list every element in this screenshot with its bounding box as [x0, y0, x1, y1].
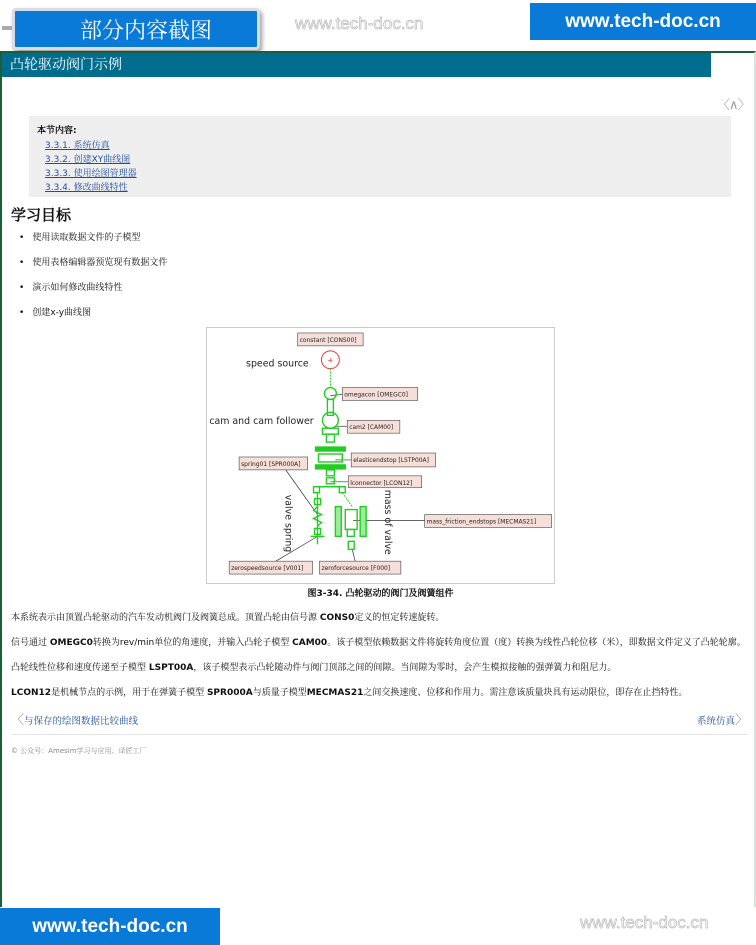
site-badge-top: www.tech-doc.cn: [530, 3, 756, 40]
code-term: CAM00: [292, 638, 328, 648]
footer: © 公众号：Amesim学习与应用、译匠工厂: [11, 747, 147, 755]
figure-caption: 图3-34. 凸轮驱动的阀门及阀簧组件: [307, 589, 454, 599]
paragraph: [11, 610, 444, 623]
page-title: 凸轮驱动阀门示例: [2, 53, 711, 77]
text: 定义的恒定转速旋转。: [354, 613, 445, 623]
prev-page-link[interactable]: [11, 709, 138, 728]
toc-link[interactable]: 3.3.1. 系统仿真: [45, 141, 110, 151]
text: 。该子模型依赖数据文件将旋转角度位置（度）转换为线性凸轮位移（米），即数据文件定义了凸轮轮廓。: [327, 638, 746, 648]
next-label: 系统仿真: [696, 716, 735, 727]
label-mass: mass_friction_endstops [MECMAS21]: [426, 518, 537, 526]
label-zerospeed: zerospeedsource [V001]: [231, 565, 304, 573]
list-item: • 使用表格编辑器预览现有数据文件: [19, 255, 167, 268]
code-term: SPR000A: [206, 688, 253, 698]
code-term: LSPT00A: [148, 663, 194, 673]
list-item: • 创建x-y曲线图: [19, 305, 91, 318]
section-contents: [29, 116, 731, 197]
cam-valve-diagram: [206, 327, 555, 584]
label-spring01: spring01 [SPR000A]: [241, 460, 301, 468]
list-item: • 演示如何修改曲线特性: [19, 280, 122, 293]
text: 本系统表示由顶置凸轮驱动的汽车发动机阀门及阀簧总成。顶置凸轮由信号源: [11, 613, 320, 623]
site-badge-bottom: www.tech-doc.cn: [0, 908, 220, 945]
text: 之间交换速度、位移和作用力。需注意该质量块具有运动限位，即存在止挡特性。: [363, 688, 688, 698]
code-term: OMEGC0: [49, 638, 93, 648]
toc-link[interactable]: 3.3.4. 修改曲线特性: [45, 183, 128, 193]
banner-tag: 部分内容截图: [12, 8, 260, 50]
text: 与质量子模型: [252, 688, 307, 698]
text: 凸轮线性位移和速度传递至子模型: [11, 663, 149, 673]
annotation-valve-spring: valve spring: [282, 494, 294, 553]
label-zeroforce: zeroforcesource [F000]: [321, 565, 391, 573]
label-constant: constant [CONS00]: [299, 336, 357, 344]
toc-link[interactable]: 3.3.3. 使用绘图管理器: [45, 169, 137, 179]
watermark: www.tech-doc.cn: [580, 913, 709, 932]
watermark: www.tech-doc.cn: [295, 14, 424, 33]
paragraph: [11, 685, 687, 698]
chevron-right-icon: 〉: [734, 713, 748, 728]
next-page-link[interactable]: [697, 709, 748, 728]
paragraph: [11, 660, 616, 673]
chevron-left-icon: 〈: [11, 713, 25, 728]
annotation-mass-of-valve: mass of valve: [381, 489, 393, 555]
objectives-heading: 学习目标: [11, 206, 72, 224]
divider: [11, 734, 748, 735]
text: ，该子模型表示凸轮随动件与阀门顶部之间的间隙。当间隙为零时，会产生模拟接触的强弹簧力和阻尼力。: [193, 663, 617, 673]
code-term: MECMAS21: [306, 688, 364, 698]
toc-heading: 本节内容:: [37, 126, 77, 136]
annotation-speed-source: speed source: [246, 358, 309, 370]
label-elasticendstop: elasticendstop [LSTP00A]: [353, 456, 429, 464]
paragraph: [11, 635, 746, 648]
label-cam2: cam2 [CAM00]: [349, 424, 394, 432]
code-term: CONS0: [319, 613, 355, 623]
text: 转换为rev/min单位的角速度，并输入凸轮子模型: [92, 638, 293, 648]
svg-text:+: +: [327, 356, 334, 365]
text: 信号通过: [11, 638, 50, 648]
list-item: • 使用读取数据文件的子模型: [19, 230, 140, 243]
label-omegacon: omegacon [OMEGC0]: [344, 391, 409, 399]
prev-label: 与保存的绘图数据比较曲线: [24, 716, 139, 727]
text: 是机械节点的示例，用于在弹簧子模型: [51, 688, 207, 698]
toc-link[interactable]: 3.3.2. 创建XY曲线图: [45, 155, 131, 165]
annotation-cam: cam and cam follower: [209, 416, 314, 428]
label-lconnector: lconnector [LCON12]: [350, 479, 413, 487]
topic-nav-arrows[interactable]: 〈∧〉: [717, 98, 750, 113]
code-term: LCON12: [11, 688, 52, 698]
